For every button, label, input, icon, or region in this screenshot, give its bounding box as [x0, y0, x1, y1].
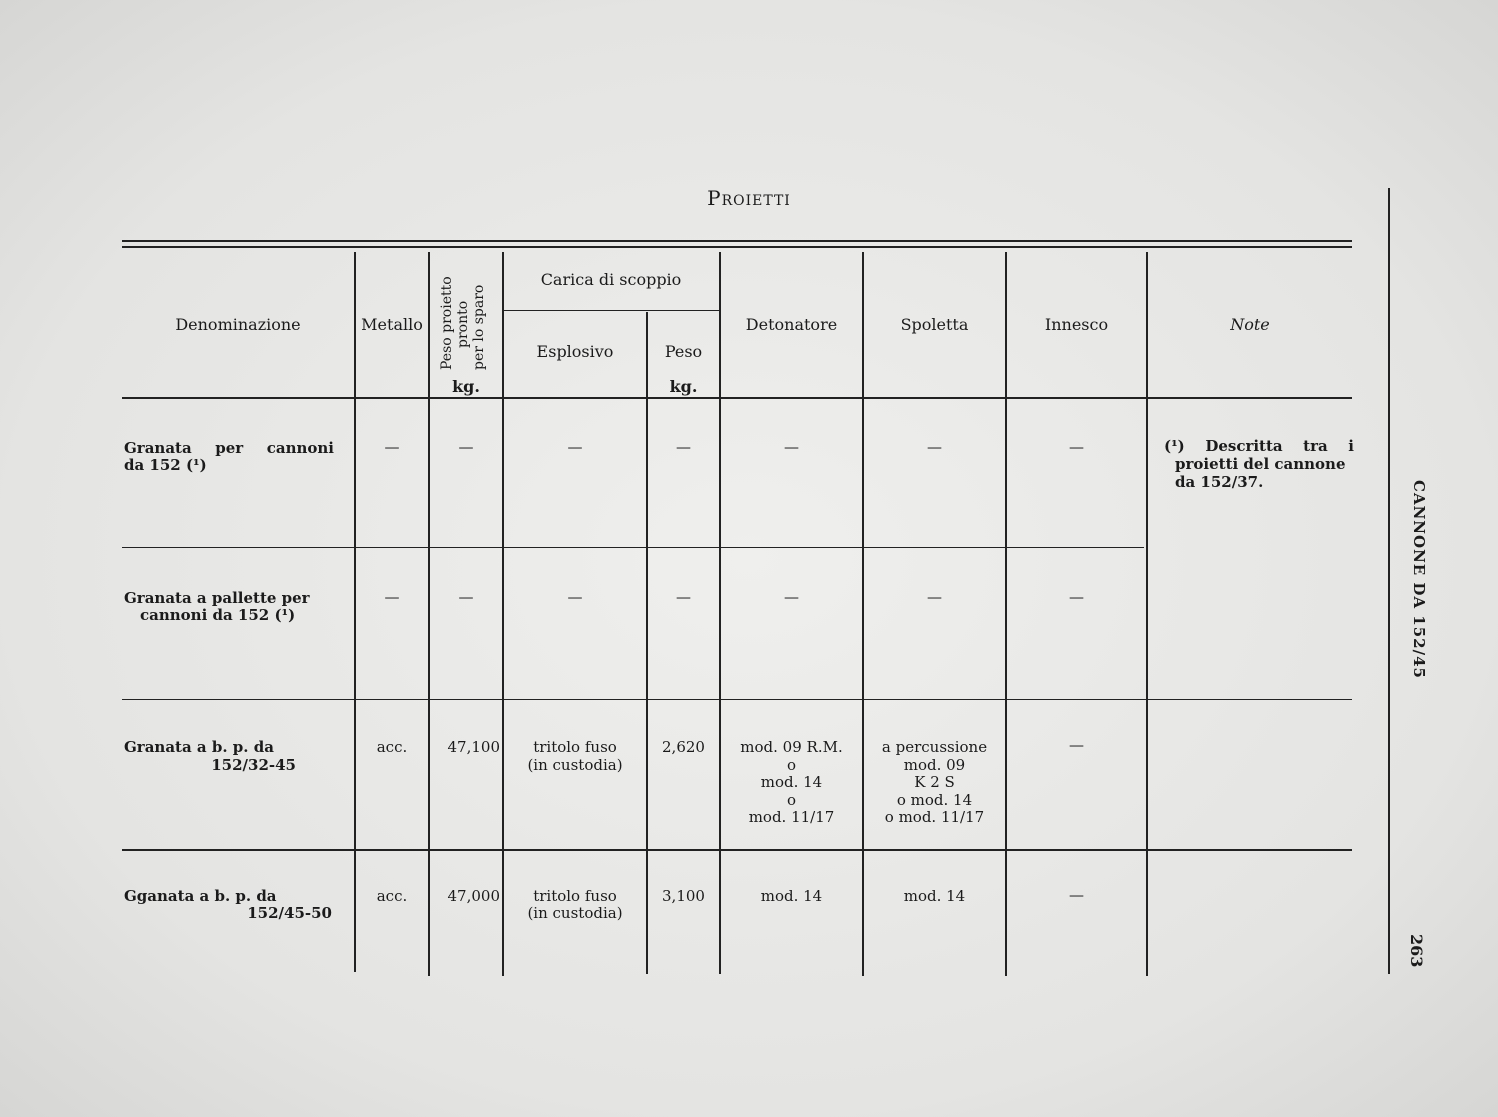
row3-innesco: —	[1069, 736, 1084, 754]
col-line-1	[354, 252, 356, 972]
col-line-5	[719, 252, 721, 974]
col-line-6	[862, 252, 864, 976]
carica-subheader-rule	[503, 310, 719, 311]
header-denominazione: Denominazione	[175, 315, 301, 334]
page-title: Proietti	[707, 186, 791, 210]
top-double-rule-2	[122, 246, 1352, 248]
row4-esplosivo-line2: (in custodia)	[527, 904, 623, 922]
row4-peso-carica: 3,100	[662, 887, 705, 905]
col-line-4	[646, 312, 648, 974]
header-peso-line1: Peso proietto	[439, 276, 455, 370]
col-line-2	[428, 252, 430, 976]
row3-det-line1: mod. 09 R.M.	[740, 738, 843, 756]
row-separator-3	[122, 849, 1352, 851]
row3-peso-carica: 2,620	[662, 738, 705, 756]
row4-name-line1: Gganata a b. p. da	[124, 887, 277, 905]
header-peso-line3: per lo sparo	[471, 284, 487, 370]
header-peso-line2: pronto	[455, 300, 471, 348]
row2-detonatore: —	[784, 588, 799, 606]
row1-name-line2: da 152 (¹)	[124, 456, 207, 474]
row4-innesco: —	[1069, 886, 1084, 904]
row1-spoletta: —	[927, 438, 942, 456]
row4-esplosivo-line1: tritolo fuso	[533, 887, 617, 905]
row1-note-line1: (¹) Descritta tra i	[1164, 437, 1354, 455]
row4-metallo: acc.	[376, 887, 408, 905]
row3-esplosivo-line1: tritolo fuso	[533, 738, 617, 756]
header-note: Note	[1230, 315, 1270, 334]
row3-det-line3: mod. 14	[760, 773, 823, 791]
row4-peso: 47,000	[447, 887, 500, 905]
row2-name-line2: cannoni da 152 (¹)	[140, 606, 296, 624]
row3-spo-line3: K 2 S	[914, 773, 955, 791]
col-line-7	[1005, 252, 1007, 976]
row3-name-line2: 152/32-45	[211, 756, 296, 774]
header-peso-unit: kg.	[452, 377, 480, 396]
page-number	[1404, 934, 1434, 974]
row2-spoletta: —	[927, 588, 942, 606]
row3-peso: 47,100	[447, 738, 500, 756]
header-spoletta: Spoletta	[900, 315, 969, 334]
row3-spo-line2: mod. 09	[903, 756, 966, 774]
top-double-rule-1	[122, 240, 1352, 242]
header-innesco: Innesco	[1044, 315, 1109, 334]
row2-innesco: —	[1069, 588, 1084, 606]
row1-innesco: —	[1069, 438, 1084, 456]
row2-peso: —	[458, 588, 474, 606]
row3-spo-line4: o mod. 14	[896, 791, 973, 809]
header-peso-carica: Peso	[664, 342, 703, 361]
row2-metallo: —	[384, 588, 400, 606]
header-detonatore: Detonatore	[745, 315, 838, 334]
row-separator-1	[122, 547, 1144, 548]
row4-detonatore: mod. 14	[760, 887, 823, 905]
row3-spo-line1: a percussione	[881, 738, 988, 756]
row1-detonatore: —	[784, 438, 799, 456]
row4-name-line2: 152/45-50	[247, 904, 332, 922]
row2-peso-carica: —	[676, 588, 691, 606]
side-running-head-text: CANNONE DA 152/45	[1410, 480, 1428, 679]
row3-metallo: acc.	[376, 738, 408, 756]
row1-peso-carica: —	[676, 438, 691, 456]
row3-esplosivo-line2: (in custodia)	[527, 756, 623, 774]
row3-det-line5: mod. 11/17	[748, 808, 835, 826]
row3-det-line2: o	[786, 756, 797, 774]
row-separator-2	[122, 699, 1352, 700]
page-number-text: 263	[1407, 934, 1426, 968]
row1-metallo: —	[384, 438, 400, 456]
header-peso-proietto	[438, 252, 498, 382]
col-line-8	[1146, 252, 1148, 976]
right-margin-rule	[1388, 188, 1390, 974]
row4-spoletta: mod. 14	[903, 887, 966, 905]
header-bottom-rule	[122, 397, 1352, 399]
row1-esplosivo: —	[567, 438, 583, 456]
row1-note-line2: proietti del cannone	[1175, 455, 1346, 473]
header-peso-carica-unit: kg.	[669, 377, 698, 396]
row3-spo-line5: o mod. 11/17	[884, 808, 985, 826]
row1-name-line1: Granata per cannoni	[124, 439, 334, 457]
row3-name-line1: Granata a b. p. da	[124, 738, 274, 756]
header-esplosivo: Esplosivo	[536, 342, 614, 361]
side-running-head	[1404, 480, 1434, 680]
header-metallo: Metallo	[361, 315, 423, 334]
row2-name-line1: Granata a pallette per	[124, 589, 310, 607]
row3-det-line4: o	[786, 791, 797, 809]
row1-peso: —	[458, 438, 474, 456]
row2-esplosivo: —	[567, 588, 583, 606]
row1-note-line3: da 152/37.	[1175, 473, 1264, 491]
header-carica-di-scoppio: Carica di scoppio	[540, 270, 682, 289]
